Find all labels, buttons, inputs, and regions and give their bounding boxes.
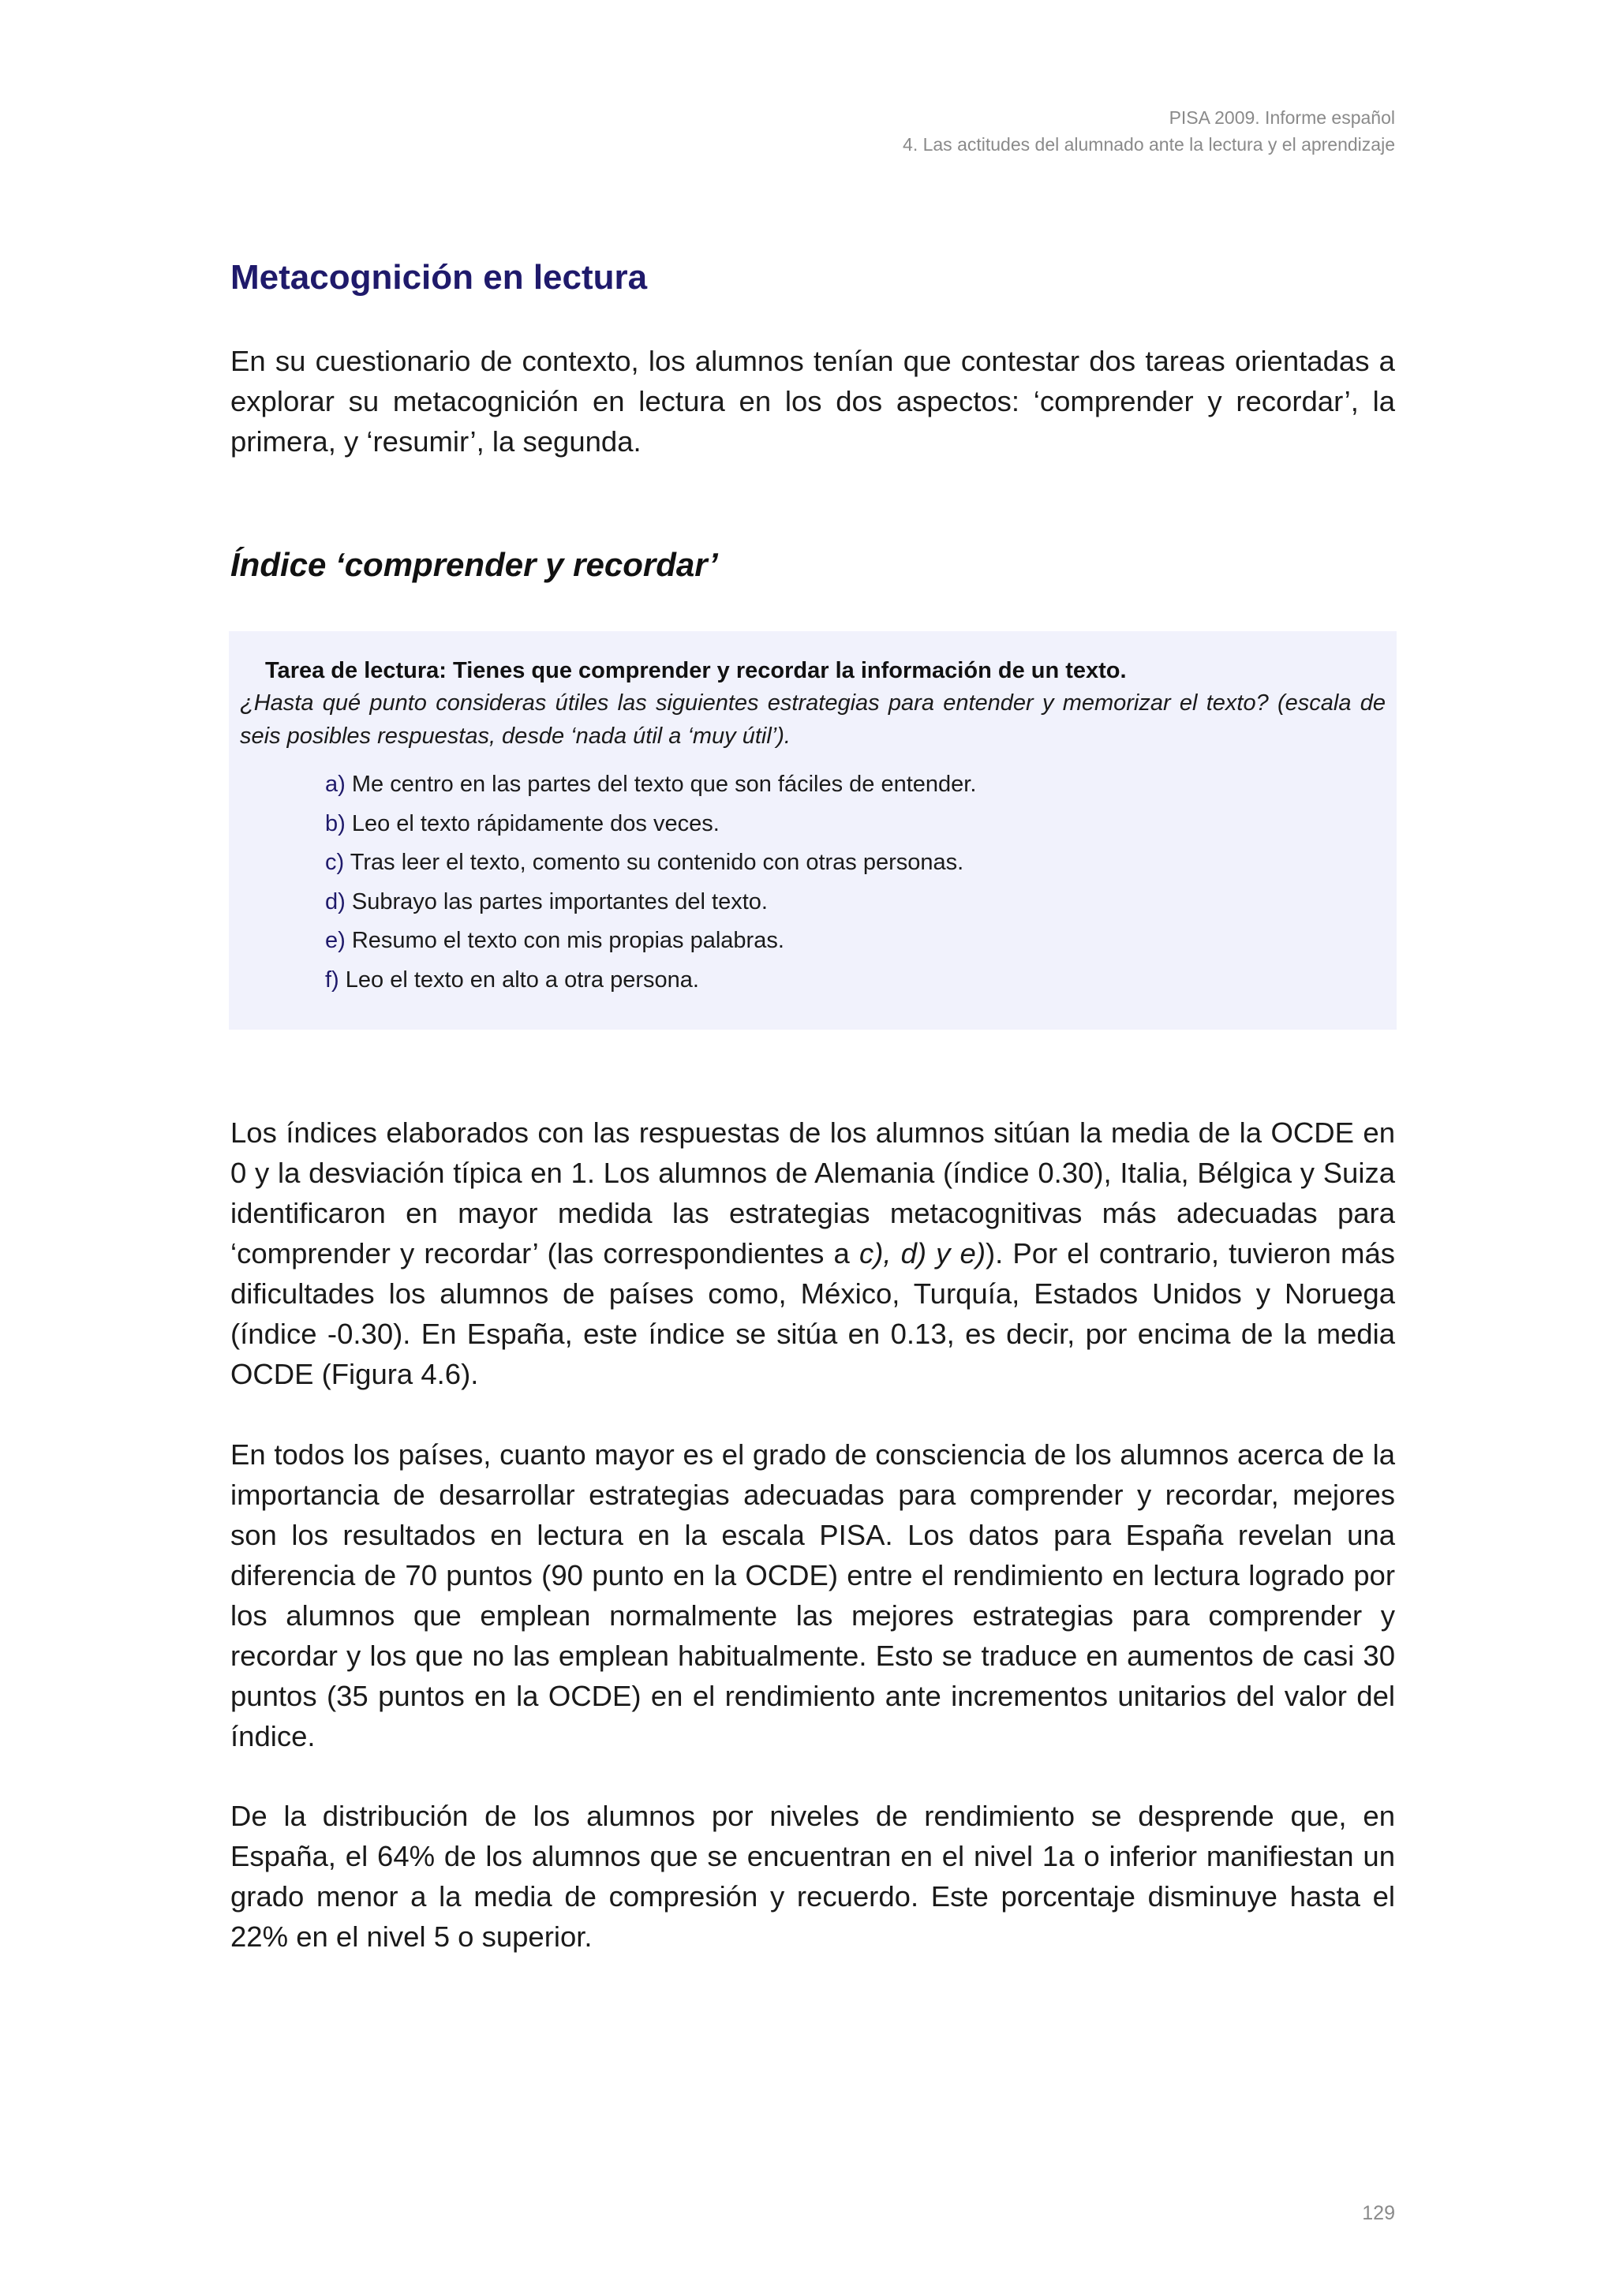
strategy-item-d xyxy=(325,883,976,922)
strategy-letter: e) xyxy=(325,928,346,953)
strategy-item-b xyxy=(325,805,976,844)
strategy-item-f xyxy=(325,961,976,1000)
subsection-title: Índice ‘comprender y recordar’ xyxy=(230,546,718,583)
paragraph-distribution: De la distribución de los alumnos por niveles de rendimiento se desprende que, en España, el 64% de los alumnos que se encuentran en el nivel 1a o inferior manifiestan un grado menor a la media de compresión y recuerdo. Este porcentaje disminuye hasta el 22% en el nivel 5 o superior. xyxy=(230,1800,1395,1953)
paragraph-indices xyxy=(230,1112,1395,1394)
strategy-item-c xyxy=(325,843,976,883)
paragraph-results: En todos los países, cuanto mayor es el grado de consciencia de los alumnos acerca de la importancia de desarrollar estrategias adecuadas para comprender y recordar, mejores son los resultados en lectura en la escala PISA. Los datos para España revelan una diferencia de 70 puntos (90 punto en la OCDE) entre el rendimiento en lectura logrado por los alumnos que emplean normalmente las mejores estrategias para comprender y recordar y los que no las emplean habitualmente. Esto se traduce en aumentos de casi 30 puntos (35 puntos en la OCDE) en el rendimiento ante incrementos unitarios del valor del índice. xyxy=(230,1438,1395,1752)
running-header xyxy=(685,104,1395,158)
strategy-letter: b) xyxy=(325,810,346,836)
reading-task-box xyxy=(229,631,1397,1030)
paragraph-indices-text-end: ). Por el contrario, tuvieron más dificultades los alumnos de países como, México, Turquía, Estados Unidos y Noruega (índice -0.30). En España, este índice se sitúa en 0.13, es decir, por encima de la media OCDE (Figura 4.6). xyxy=(230,1237,1395,1390)
strategy-letter: a) xyxy=(325,772,346,797)
strategy-item-e xyxy=(325,922,976,961)
task-question: ¿Hasta qué punto consideras útiles las siguientes estrategias para entender y memorizar el texto? (escala de seis posibles respuestas, desde ‘nada útil a ‘muy útil’). xyxy=(240,690,1386,749)
running-header-chapter: 4. Las actitudes del alumnado ante la lectura y el aprendizaje xyxy=(903,134,1395,155)
strategy-text: Me centro en las partes del texto que son fáciles de entender. xyxy=(351,772,977,797)
strategy-text: Tras leer el texto, comento su contenido con otras personas. xyxy=(350,850,964,875)
section-title: Metacognición en lectura xyxy=(230,258,648,297)
strategy-text: Subrayo las partes importantes del texto. xyxy=(351,888,768,914)
intro-paragraph: En su cuestionario de contexto, los alumnos tenían que contestar dos tareas orientadas a explorar su metacognición en lectura en los dos aspectos: ‘comprender y recordar’, la primera, y ‘resumir’, la segunda. xyxy=(230,345,1395,458)
page-number: 129 xyxy=(1362,2202,1395,2224)
strategy-text: Leo el texto en alto a otra persona. xyxy=(345,967,699,993)
paragraph-indices-italic: c), d) y e) xyxy=(858,1237,986,1270)
strategy-letter: c) xyxy=(325,850,345,875)
strategy-text: Resumo el texto con mis propias palabras. xyxy=(351,928,784,953)
strategy-item-a xyxy=(325,765,976,805)
running-header-title: PISA 2009. Informe español xyxy=(1169,107,1395,128)
strategy-text: Leo el texto rápidamente dos veces. xyxy=(351,810,720,836)
strategy-list xyxy=(325,765,976,1000)
strategy-letter: d) xyxy=(325,888,346,914)
task-title: Tarea de lectura: Tienes que comprender y recordar la información de un texto. xyxy=(265,658,1127,683)
paragraph-indices-text-start: Los índices elaborados con las respuestas de los alumnos sitúan la media de la OCDE en 0 y la desviación típica en 1. Los alumnos de Alemania (índice 0.30), Italia, Bélgica y Suiza identificaron en mayor medida las estrategias metacognitivas más adecuadas para ‘comprender y recordar’ (las correspondientes a xyxy=(230,1116,1395,1270)
strategy-letter: f) xyxy=(325,967,339,993)
